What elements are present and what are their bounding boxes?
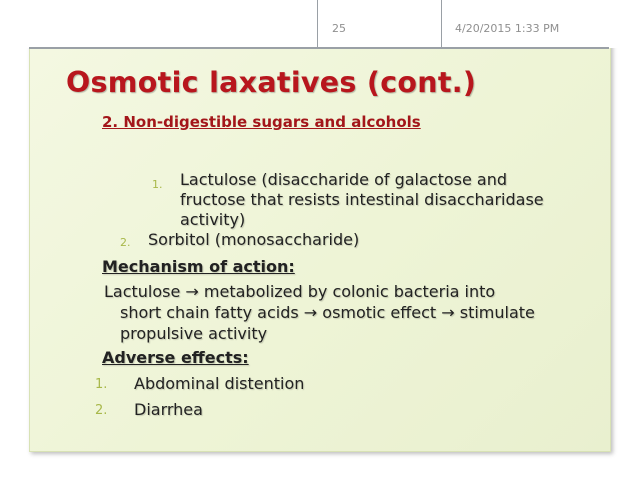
- list-number: 2.: [95, 403, 108, 418]
- mechanism-line: short chain fatty acids → osmotic effect → stimulate: [120, 303, 535, 322]
- header-separator-left: [317, 0, 318, 48]
- list-number: 1.: [95, 377, 108, 392]
- slide-number: 25: [332, 22, 346, 35]
- mechanism-line: Lactulose → metabolized by colonic bacteria into: [104, 282, 496, 301]
- adverse-effects-heading: Adverse effects:: [102, 348, 249, 367]
- list-item-line: Lactulose (disaccharide of galactose and: [180, 170, 508, 189]
- adverse-effect-item: Abdominal distention: [134, 374, 305, 393]
- list-item-line: activity): [180, 210, 246, 229]
- adverse-effect-item: Diarrhea: [134, 400, 203, 419]
- section-subheading: 2. Non-digestible sugars and alcohols: [102, 113, 421, 131]
- header-separator-middle: [441, 0, 442, 48]
- slide-date: 4/20/2015 1:33 PM: [455, 22, 560, 35]
- list-item-line: Sorbitol (monosaccharide): [148, 230, 360, 249]
- list-item-line: fructose that resists intestinal disaccharidase: [180, 190, 544, 209]
- header-divider-line: [29, 47, 609, 49]
- list-number: 2.: [120, 236, 131, 249]
- list-number: 1.: [152, 178, 163, 191]
- mechanism-heading: Mechanism of action:: [102, 257, 295, 276]
- slide-title: Osmotic laxatives (cont.): [66, 66, 477, 99]
- mechanism-line: propulsive activity: [120, 324, 268, 343]
